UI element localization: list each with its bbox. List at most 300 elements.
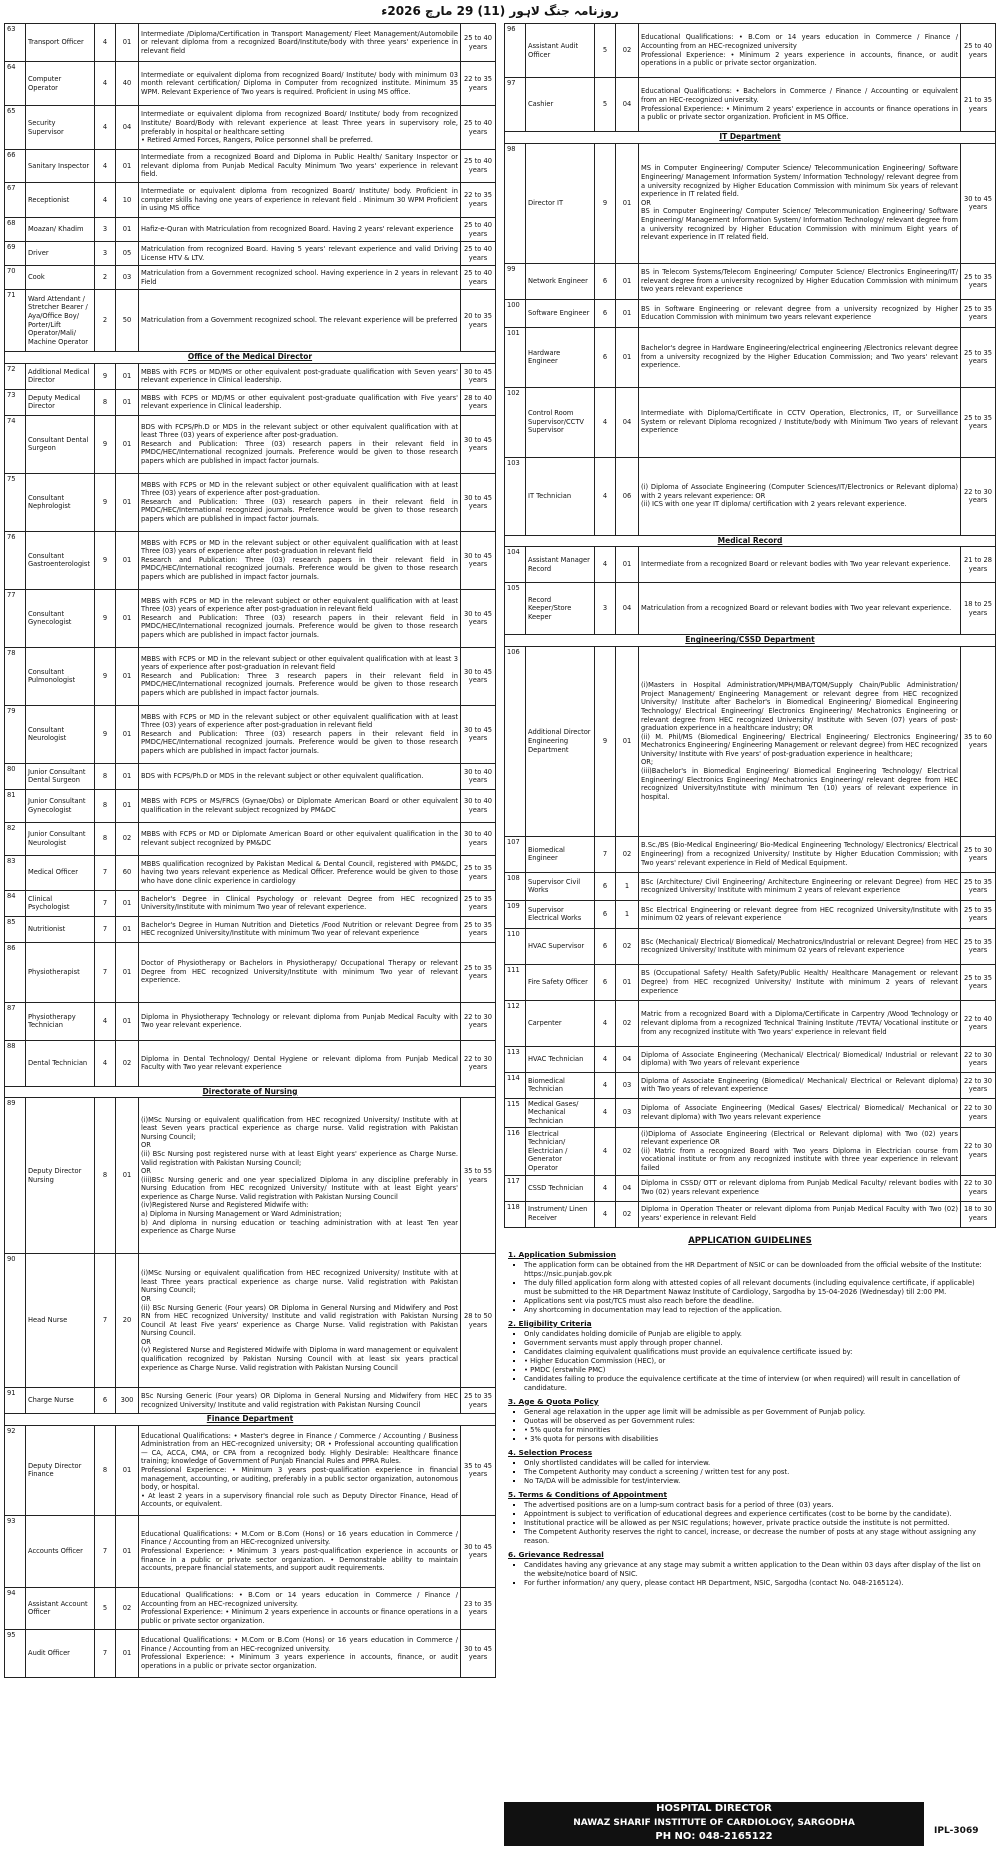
- job-row: [505, 327, 996, 387]
- qualification: Diploma of Associate Engineering (Biomedical/ Mechanical/ Electrical or Relevant diploma) with Two years of relevant experience: [639, 1072, 961, 1098]
- qualification: B.Sc./BS (Bio-Medical Engineering/ Bio-Medical Engineering Technology/ Electronics/ Electrical Engineering) from a recognized University/ Institute by Higher Education Commission; with Two years' relevant experience in Field of Medical Equipment.: [639, 836, 961, 872]
- section-title: Medical Record: [505, 535, 996, 547]
- number-of-posts: 01: [616, 263, 639, 299]
- number-of-posts: 01: [116, 789, 139, 822]
- number-of-posts: 01: [116, 415, 139, 473]
- age-limit: 20 to 35 years: [461, 290, 496, 352]
- qualification: Intermediate /Diploma/Certification in Transport Management/ Fleet Management/Automobile or relevant diploma from a recognized Board/Institute/body with three years' experience in relevant field: [139, 24, 461, 62]
- ipl-code: IPL-3069: [934, 1826, 979, 1836]
- number-of-posts: 06: [616, 457, 639, 535]
- post-name: Nutritionist: [26, 916, 95, 942]
- guideline-item: ▪ Only shortlisted candidates will be called for interview.: [524, 1459, 992, 1468]
- guideline-item: ▪ The Competent Authority may conduct a screening / written test for any post.: [524, 1468, 992, 1477]
- job-row: [5, 855, 496, 890]
- serial-number: 67: [5, 183, 26, 218]
- serial-number: 93: [5, 1515, 26, 1587]
- job-row: [5, 106, 496, 150]
- guideline-item: ▪ Government servants must apply through proper channel.: [524, 1339, 992, 1348]
- pay-scale: 8: [95, 822, 116, 855]
- jobs-table-right: [504, 23, 996, 1228]
- number-of-posts: 01: [616, 646, 639, 836]
- age-limit: 22 to 30 years: [961, 1127, 996, 1175]
- age-limit: 25 to 35 years: [461, 916, 496, 942]
- footer-phone: PH NO: 048-2165122: [655, 1831, 773, 1842]
- pay-scale: 2: [95, 290, 116, 352]
- age-limit: 30 to 45 years: [461, 415, 496, 473]
- qualification: Diploma in Operation Theater or relevant diploma from Punjab Medical Faculty with Two (02) years' experience in relevant Field: [639, 1201, 961, 1227]
- number-of-posts: 05: [116, 242, 139, 266]
- pay-scale: 4: [595, 457, 616, 535]
- age-limit: 22 to 30 years: [961, 1046, 996, 1072]
- post-name: Control Room Supervisor/CCTV Supervisor: [526, 387, 595, 457]
- number-of-posts: 01: [116, 916, 139, 942]
- age-limit: 35 to 45 years: [461, 1425, 496, 1515]
- age-limit: 25 to 35 years: [961, 299, 996, 327]
- pay-scale: 6: [595, 928, 616, 964]
- number-of-posts: 01: [116, 531, 139, 589]
- job-row: [5, 1515, 496, 1587]
- job-row: [5, 1629, 496, 1677]
- qualification: BSc (Mechanical/ Electrical/ Biomedical/ Mechatronics/Industrial or relevant Degree) from HEC recognized University/ Institute with minimum 02 years of relevant experience: [639, 928, 961, 964]
- post-name: Consultant Pulmonologist: [26, 647, 95, 705]
- pay-scale: 6: [95, 1388, 116, 1414]
- job-row: [5, 1587, 496, 1629]
- qualification: MBBS with FCPS or MD in the relevant subject or other equivalent qualification with at least Three (03) years of experience after post-graduation in relevant field Research and Publication: Three (03) research papers in their relevant field in PMDC/HEC/International recognized journals. Preference would be given to those research papers which are published in impact factor journals.: [139, 705, 461, 763]
- serial-number: 85: [5, 916, 26, 942]
- age-limit: 25 to 35 years: [461, 942, 496, 1002]
- age-limit: 30 to 45 years: [461, 1515, 496, 1587]
- job-row: [505, 457, 996, 535]
- number-of-posts: 1: [616, 872, 639, 900]
- qualification: BSc (Architecture/ Civil Engineering/ Architecture Engineering or relevant Degree) from HEC recognized University/ Institute with minimum 2 years of relevant experience: [639, 872, 961, 900]
- job-row: [5, 150, 496, 183]
- job-row: [5, 1098, 496, 1254]
- age-limit: 23 to 35 years: [461, 1587, 496, 1629]
- jobs-table-left: [4, 23, 496, 1678]
- post-name: Network Engineer: [526, 263, 595, 299]
- qualification: Diploma in CSSD/ OTT or relevant diploma from Punjab Medical Faculty/ relevant bodies with Two (02) years relevant experience: [639, 1175, 961, 1201]
- post-name: Junior Consultant Gynecologist: [26, 789, 95, 822]
- post-name: Physiotherapist: [26, 942, 95, 1002]
- age-limit: 21 to 35 years: [961, 78, 996, 132]
- serial-number: 105: [505, 583, 526, 635]
- qualification: Matriculation from a Government recognized school. Having experience in 2 years in relevant Field: [139, 266, 461, 290]
- guideline-heading: 3. Age & Quota Policy: [508, 1396, 599, 1406]
- serial-number: 95: [5, 1629, 26, 1677]
- age-limit: 30 to 45 years: [461, 363, 496, 389]
- job-row: [505, 24, 996, 78]
- qualification: MBBS with FCPS or MD in the relevant subject or other equivalent qualification with at least Three (03) years of experience after post-graduation in relevant field Research and Publication: Three (03) research papers in their relevant field in PMDC/HEC/International recognized journals. Preference would be given to those research papers which are published in impact factor journals.: [139, 589, 461, 647]
- age-limit: 30 to 40 years: [461, 763, 496, 789]
- job-row: [505, 1201, 996, 1227]
- age-limit: 25 to 35 years: [461, 890, 496, 916]
- age-limit: 25 to 35 years: [461, 855, 496, 890]
- job-row: [505, 299, 996, 327]
- qualification: Educational Qualifications: • M.Com or B.Com (Hons) or 16 years education in Commerce / Finance / Accounting from an HEC-recognized university. Professional Experience: • Minimum 3 years experience in accounts, finance, or audit operations in a public or private sector organization.: [139, 1629, 461, 1677]
- number-of-posts: 02: [116, 1587, 139, 1629]
- serial-number: 116: [505, 1127, 526, 1175]
- age-limit: 25 to 40 years: [461, 266, 496, 290]
- age-limit: 30 to 45 years: [461, 705, 496, 763]
- serial-number: 97: [505, 78, 526, 132]
- section-title: Directorate of Nursing: [5, 1086, 496, 1098]
- qualification: Matriculation from a Government recognized school. The relevant experience will be preferred: [139, 290, 461, 352]
- serial-number: 115: [505, 1098, 526, 1127]
- post-name: HVAC Technician: [526, 1046, 595, 1072]
- number-of-posts: 01: [116, 218, 139, 242]
- newspaper-masthead: روزنامہ جنگ لاہور (11) 29 مارچ 2026ء: [381, 4, 619, 18]
- age-limit: 25 to 30 years: [961, 836, 996, 872]
- job-row: [5, 290, 496, 352]
- job-row: [5, 942, 496, 1002]
- post-name: Carpenter: [526, 1000, 595, 1046]
- number-of-posts: 02: [616, 836, 639, 872]
- pay-scale: 7: [95, 942, 116, 1002]
- number-of-posts: 01: [116, 1629, 139, 1677]
- section-title: Office of the Medical Director: [5, 352, 496, 364]
- qualification: (i) Diploma of Associate Engineering (Computer Sciences/IT/Electronics or Relevant diploma) with 2 years relevant experience: OR (ii) ICS with one year IT diploma/ certification with 2 years relevant experience.: [639, 457, 961, 535]
- age-limit: 25 to 40 years: [461, 106, 496, 150]
- age-limit: 28 to 50 years: [461, 1254, 496, 1388]
- post-name: Cashier: [526, 78, 595, 132]
- post-name: Physiotherapy Technician: [26, 1002, 95, 1040]
- qualification: Educational Qualifications: • Master's degree in Finance / Commerce / Accounting / Business Administration from an HEC-recognized university; OR • Professional accounting qualification — CA, ACCA, CMA, or CPA from a recognized body. Highly Desirable: Healthcare finance training; knowledge of Government of Punjab Financial Rules and PPRA Rules. Professional Experience: • Minimum 3 years post-qualification experience in financial management, accounting, or auditing, preferably in a public sector organization, autonomous body, or hospital. • At least 2 years in a supervisory financial role such as Deputy Director Finance, Head of Accounts, or equivalent.: [139, 1425, 461, 1515]
- qualification: BSc Electrical Engineering or relevant degree from HEC recognized University/Institute with minimum 02 years of relevant experience: [639, 900, 961, 928]
- age-limit: 30 to 45 years: [961, 143, 996, 263]
- post-name: Consultant Gynecologist: [26, 589, 95, 647]
- pay-scale: 7: [95, 1629, 116, 1677]
- guideline-item: ▪ Only candidates holding domicile of Punjab are eligible to apply.: [524, 1330, 992, 1339]
- number-of-posts: 01: [116, 890, 139, 916]
- post-name: Driver: [26, 242, 95, 266]
- pay-scale: 6: [595, 900, 616, 928]
- post-name: Accounts Officer: [26, 1515, 95, 1587]
- job-row: [5, 62, 496, 106]
- job-row: [505, 1046, 996, 1072]
- serial-number: 113: [505, 1046, 526, 1072]
- age-limit: 30 to 45 years: [461, 473, 496, 531]
- pay-scale: 9: [95, 415, 116, 473]
- pay-scale: 8: [95, 789, 116, 822]
- post-name: Record Keeper/Store Keeper: [526, 583, 595, 635]
- job-row: [5, 415, 496, 473]
- job-row: [505, 1098, 996, 1127]
- qualification: Intermediate with Diploma/Certificate in CCTV Operation, Electronics, IT, or Surveillance System or relevant Diploma recognized / Institute/body with Minimum Two years of relevant experience: [639, 387, 961, 457]
- number-of-posts: 1: [616, 900, 639, 928]
- serial-number: 96: [505, 24, 526, 78]
- guideline-item: ▪ • PMDC (erstwhile PMC): [524, 1366, 992, 1375]
- footer-institute: NAWAZ SHARIF INSTITUTE OF CARDIOLOGY, SARGODHA: [573, 1818, 855, 1828]
- serial-number: 78: [5, 647, 26, 705]
- qualification: (i)MSc Nursing or equivalent qualification from HEC recognized University/ Institute with at least Seven years practical experience as charge nurse. Valid registration with Pakistan Nursing Council; OR (ii) BSc Nursing post registered nurse with at least Eight years' experience as Charge Nurse. Valid registration with Pakistan Nursing Council; OR (iii)BSc Nursing generic and one year specialized Diploma in any discipline preferably in Nursing Education from HEC recognized University/ Institute with at least Eight years' experience as Charge Nurse. Valid registration with Pakistan Nursing Council (iv)Registered Nurse and Registered Midwife with: a) Diploma in Nursing Management or Ward Administration; b) And diploma in nursing education or teaching administration with at least Ten year experience as Charge Nurse: [139, 1098, 461, 1254]
- age-limit: 25 to 35 years: [961, 872, 996, 900]
- serial-number: 100: [505, 299, 526, 327]
- qualification: Educational Qualifications: • M.Com or B.Com (Hons) or 16 years education in Commerce / Finance / Accounting from an HEC-recognized university. Professional Experience: • Minimum 3 years post-qualification experience in accounts or finance in a public or private sector organization. • Demonstrable ability to maintain accounts, prepare financial statements, and support audit requirements.: [139, 1515, 461, 1587]
- guideline-item: ▪ Institutional practice will be allowed as per NSIC regulations; however, private practice outside the institute is not permitted.: [524, 1519, 992, 1528]
- qualification: (i)MSc Nursing or equivalent qualification from HEC recognized University/ Institute with at least Three years practical experience as charge nurse. Valid registration with Pakistan Nursing Council; OR (ii) BSc Nursing Generic (Four years) OR Diploma in General Nursing and Midwifery and Post RN from HEC recognized University/ Institute and valid registration with Pakistan Nursing Council At least Five years' experience as Charge Nurse. Valid registration with Pakistan Nursing Council. OR (v) Registered Nurse and Registered Midwife with Diploma in ward management or equivalent qualification recognized by Pakistan Nursing Council with at least six years practical experience as Charge Nurse. Valid registration with Pakistan Nursing Council: [139, 1254, 461, 1388]
- age-limit: 18 to 30 years: [961, 1201, 996, 1227]
- post-name: Assistant Account Officer: [26, 1587, 95, 1629]
- pay-scale: 4: [95, 1040, 116, 1086]
- serial-number: 117: [505, 1175, 526, 1201]
- pay-scale: 7: [95, 855, 116, 890]
- pay-scale: 6: [595, 327, 616, 387]
- job-row: [5, 705, 496, 763]
- post-name: Supervisor Electrical Works: [526, 900, 595, 928]
- number-of-posts: 01: [616, 327, 639, 387]
- post-name: Hardware Engineer: [526, 327, 595, 387]
- pay-scale: 8: [95, 763, 116, 789]
- serial-number: 92: [5, 1425, 26, 1515]
- post-name: Transport Officer: [26, 24, 95, 62]
- serial-number: 110: [505, 928, 526, 964]
- post-name: HVAC Supervisor: [526, 928, 595, 964]
- number-of-posts: 04: [616, 78, 639, 132]
- pay-scale: 5: [595, 78, 616, 132]
- number-of-posts: 01: [116, 150, 139, 183]
- number-of-posts: 02: [116, 822, 139, 855]
- age-limit: 30 to 40 years: [461, 822, 496, 855]
- guideline-item: ▪ Appointment is subject to verification of educational degrees and experience certificates (cost to be borne by the candidate).: [524, 1510, 992, 1519]
- post-name: Director IT: [526, 143, 595, 263]
- guideline-item: ▪ The advertised positions are on a lump-sum contract basis for a period of three (03) years.: [524, 1501, 992, 1510]
- age-limit: 22 to 30 years: [461, 1040, 496, 1086]
- job-row: [505, 547, 996, 583]
- guideline-item: ▪ The duly filled application form along with attested copies of all relevant documents (including equivalence certificate, if applicable) must be submitted to the HR Department Nawaz Institute of Cardiology, Sargodha by 15-04-2026 (Wednesday) till 2:00 PM.: [524, 1279, 992, 1297]
- qualification: MBBS with FCPS or MD/MS or other equivalent post-graduate qualification with Seven years' relevant experience in Clinical leadership.: [139, 363, 461, 389]
- post-name: Additional Medical Director: [26, 363, 95, 389]
- guideline-heading: 1. Application Submission: [508, 1249, 617, 1259]
- guideline-list: [508, 1261, 992, 1315]
- job-row: [5, 647, 496, 705]
- qualification: MBBS with FCPS or MD in the relevant subject or other equivalent qualification with at least 3 years of experience after post-graduation in relevant field Research and Publication: Three 3 research papers in their relevant field in PMDC/HEC/International recognized journals. Preference would be given to those research papers which are published in impact factor journals.: [139, 647, 461, 705]
- job-row: [5, 242, 496, 266]
- section-header: [5, 352, 496, 364]
- post-name: Medical Officer: [26, 855, 95, 890]
- guideline-item: ▪ Quotas will be observed as per Government rules:: [524, 1417, 992, 1426]
- number-of-posts: 01: [116, 24, 139, 62]
- guideline-item: ▪ • 3% quota for persons with disabilities: [524, 1435, 992, 1444]
- section-header: [5, 1414, 496, 1426]
- pay-scale: 5: [595, 24, 616, 78]
- pay-scale: 2: [95, 266, 116, 290]
- guideline-item: ▪ Candidates having any grievance at any stage may submit a written application to the Dean within 03 days after display of the list on the website/notice board of NSIC.: [524, 1561, 992, 1579]
- section-title: Engineering/CSSD Department: [505, 635, 996, 647]
- post-name: Deputy Director Nursing: [26, 1098, 95, 1254]
- pay-scale: 4: [95, 150, 116, 183]
- age-limit: 25 to 40 years: [961, 24, 996, 78]
- serial-number: 86: [5, 942, 26, 1002]
- age-limit: 22 to 30 years: [461, 1002, 496, 1040]
- age-limit: 21 to 28 years: [961, 547, 996, 583]
- job-row: [5, 1254, 496, 1388]
- serial-number: 80: [5, 763, 26, 789]
- age-limit: 25 to 35 years: [961, 964, 996, 1000]
- serial-number: 65: [5, 106, 26, 150]
- post-name: IT Technician: [526, 457, 595, 535]
- number-of-posts: 04: [616, 583, 639, 635]
- serial-number: 79: [5, 705, 26, 763]
- pay-scale: 9: [95, 705, 116, 763]
- guideline-item: ▪ Any shortcoming in documentation may lead to rejection of the application.: [524, 1306, 992, 1315]
- guideline-item: ▪ Candidates claiming equivalent qualifications must provide an equivalence certificate issued by:: [524, 1348, 992, 1357]
- guideline-item: ▪ The application form can be obtained from the HR Department of NSIC or can be downloaded from the official website of the Institute: https://nsic.punjab.gov.pk: [524, 1261, 992, 1279]
- number-of-posts: 01: [616, 299, 639, 327]
- job-row: [505, 1127, 996, 1175]
- qualification: Intermediate or equivalent diploma from recognized Board/ Institute/ body from recognized Institute/ Board/Body with relevant experience at least Three years in supervisory role, preferably in hospital or healthcare setting • Retired Armed Forces, Rangers, Police personnel shall be preferred.: [139, 106, 461, 150]
- pay-scale: 4: [95, 62, 116, 106]
- section-title: Finance Department: [5, 1414, 496, 1426]
- serial-number: 111: [505, 964, 526, 1000]
- guideline-item: ▪ • 5% quota for minorities: [524, 1426, 992, 1435]
- serial-number: 103: [505, 457, 526, 535]
- pay-scale: 7: [595, 836, 616, 872]
- job-row: [505, 387, 996, 457]
- post-name: Software Engineer: [526, 299, 595, 327]
- number-of-posts: 02: [616, 24, 639, 78]
- qualification: Bachelor's Degree in Human Nutrition and Dietetics /Food Nutrition or relevant Degree from HEC recognized University/Institute with minimum Two year of relevant experience: [139, 916, 461, 942]
- number-of-posts: 01: [116, 1515, 139, 1587]
- pay-scale: 6: [595, 263, 616, 299]
- age-limit: 25 to 35 years: [961, 928, 996, 964]
- post-name: Consultant Neurologist: [26, 705, 95, 763]
- qualification: BS in Software Engineering or relevant degree from a university recognized by Higher Education Commission with minimum two years relevant experience: [639, 299, 961, 327]
- job-row: [505, 143, 996, 263]
- qualification: (i)Masters in Hospital Administration/MPH/MBA/TQM/Supply Chain/Public Administration/ Project Management/ Engineering Management or relevant degree from HEC recognized University/ Institute after Bachelor's in Biomedical Engineering/ Biomedical Engineering Technology/ Electrical Engineering/ Electronics Engineering/ Mechatronics Engineering or relevant degree from HEC recognized University/ Institute with Seven (07) years of post-graduation experience in a healthcare industry; OR (ii) M. Phil/MS (Biomedical Engineering/ Electrical Engineering/ Electronics Engineering/ Mechatronics Engineering/ Engineering Management or relevant degree) from HEC recognized University/ Institute with Five years' of post-graduation experience in healthcare; OR; (iii)Bachelor's in Biomedical Engineering/ Biomedical Engineering Technology/ Electrical Engineering/ Electronics Engineering/ Mechatronics Engineering/ relevant degree from HEC recognized University/Institute with minimum Ten (10) years of relevant experience in hospital.: [639, 646, 961, 836]
- number-of-posts: 04: [116, 106, 139, 150]
- pay-scale: 4: [595, 1000, 616, 1046]
- number-of-posts: 01: [116, 1002, 139, 1040]
- number-of-posts: 20: [116, 1254, 139, 1388]
- job-row: [5, 24, 496, 62]
- qualification: Educational Qualifications: • Bachelors in Commerce / Finance / Accounting or equivalent from an HEC-recognized university. Professional Experience: • Minimum 2 years' experience in accounts or finance operations in a public or private sector organization. Proficient in MS Office.: [639, 78, 961, 132]
- qualification: Intermediate from a recognized Board or relevant bodies with Two year relevant experience.: [639, 547, 961, 583]
- qualification: Bachelor's degree in Hardware Engineering/electrical engineering /Electronics relevant degree from a university recognized by the Higher Education Commission; and Two years' relevant experience.: [639, 327, 961, 387]
- job-row: [5, 218, 496, 242]
- serial-number: 101: [505, 327, 526, 387]
- number-of-posts: 01: [116, 363, 139, 389]
- pay-scale: 8: [95, 1098, 116, 1254]
- job-row: [5, 1002, 496, 1040]
- job-row: [505, 263, 996, 299]
- serial-number: 107: [505, 836, 526, 872]
- pay-scale: 4: [595, 387, 616, 457]
- post-name: Sanitary Inspector: [26, 150, 95, 183]
- post-name: Supervisor Civil Works: [526, 872, 595, 900]
- serial-number: 68: [5, 218, 26, 242]
- pay-scale: 4: [595, 1127, 616, 1175]
- age-limit: 18 to 25 years: [961, 583, 996, 635]
- pay-scale: 3: [595, 583, 616, 635]
- job-row: [505, 928, 996, 964]
- serial-number: 81: [5, 789, 26, 822]
- qualification: Matriculation from a recognized Board or relevant bodies with Two year relevant experience.: [639, 583, 961, 635]
- post-name: Biomedical Engineer: [526, 836, 595, 872]
- guideline-item: ▪ For further information/ any query, please contact HR Department, NSIC, Sargodha (contact No. 048-2165124).: [524, 1579, 992, 1588]
- pay-scale: 4: [595, 1046, 616, 1072]
- post-name: Electrical Technician/ Electrician / Generator Operator: [526, 1127, 595, 1175]
- guideline-heading: 4. Selection Process: [508, 1447, 593, 1457]
- post-name: Instrument/ Linen Receiver: [526, 1201, 595, 1227]
- number-of-posts: 01: [116, 705, 139, 763]
- post-name: Receptionist: [26, 183, 95, 218]
- serial-number: 88: [5, 1040, 26, 1086]
- qualification: BDS with FCPS/Ph.D or MDS in the relevant subject or other equivalent qualification with at least Three (03) years of experience after post-graduation. Research and Publication: Three (03) research papers in their relevant field in PMDC/HEC/International recognized journals. Preference would be given to those research papers which are published in impact factor journals.: [139, 415, 461, 473]
- number-of-posts: 300: [116, 1388, 139, 1414]
- age-limit: 25 to 40 years: [461, 218, 496, 242]
- serial-number: 104: [505, 547, 526, 583]
- post-name: Consultant Nephrologist: [26, 473, 95, 531]
- guideline-list: [508, 1501, 992, 1546]
- qualification: Diploma of Associate Engineering (Medical Gases/ Electrical/ Biomedical/ Mechanical or relevant diploma) with Two years relevant experience: [639, 1098, 961, 1127]
- number-of-posts: 02: [116, 1040, 139, 1086]
- age-limit: 25 to 35 years: [961, 327, 996, 387]
- pay-scale: 9: [95, 473, 116, 531]
- pay-scale: 5: [95, 1587, 116, 1629]
- post-name: Consultant Dental Surgeon: [26, 415, 95, 473]
- guideline-item: ▪ The Competent Authority reserves the right to cancel, increase, or decrease the number of posts at any stage without assigning any reason.: [524, 1528, 992, 1546]
- number-of-posts: 60: [116, 855, 139, 890]
- job-row: [505, 900, 996, 928]
- guideline-heading: 5. Terms & Conditions of Appointment: [508, 1489, 667, 1499]
- qualification: Diploma in Dental Technology/ Dental Hygiene or relevant diploma from Punjab Medical Faculty with Two year relevant experience: [139, 1040, 461, 1086]
- age-limit: 25 to 35 years: [961, 387, 996, 457]
- pay-scale: 4: [95, 106, 116, 150]
- pay-scale: 8: [95, 1425, 116, 1515]
- job-row: [5, 266, 496, 290]
- job-row: [5, 916, 496, 942]
- serial-number: 71: [5, 290, 26, 352]
- serial-number: 83: [5, 855, 26, 890]
- serial-number: 69: [5, 242, 26, 266]
- pay-scale: 3: [95, 242, 116, 266]
- age-limit: 22 to 30 years: [961, 457, 996, 535]
- age-limit: 30 to 40 years: [461, 789, 496, 822]
- pay-scale: 4: [595, 547, 616, 583]
- pay-scale: 4: [595, 1072, 616, 1098]
- guideline-list: [508, 1408, 992, 1444]
- guideline-item: ▪ Candidates failing to produce the equivalence certificate at the time of interview (or when required) will result in cancellation of candidature.: [524, 1375, 992, 1393]
- job-row: [5, 890, 496, 916]
- job-row: [505, 1000, 996, 1046]
- post-name: Junior Consultant Dental Surgeon: [26, 763, 95, 789]
- number-of-posts: 01: [616, 143, 639, 263]
- number-of-posts: 01: [116, 942, 139, 1002]
- serial-number: 91: [5, 1388, 26, 1414]
- qualification: BSc Nursing Generic (Four years) OR Diploma in General Nursing and Midwifery from HEC recognized University/ Institute and valid registration with Pakistan Nursing Council: [139, 1388, 461, 1414]
- serial-number: 98: [505, 143, 526, 263]
- pay-scale: 4: [95, 183, 116, 218]
- serial-number: 64: [5, 62, 26, 106]
- number-of-posts: 01: [116, 473, 139, 531]
- age-limit: 35 to 55 years: [461, 1098, 496, 1254]
- age-limit: 25 to 40 years: [461, 242, 496, 266]
- number-of-posts: 03: [616, 1098, 639, 1127]
- post-name: Computer Operator: [26, 62, 95, 106]
- qualification: Educational Qualifications: • B.Com or 14 years education in Commerce / Finance / Accounting from an HEC-recognized university Professional Experience: • Minimum 2 years experience in accounts, finance, or audit operations in a public or private sector organization.: [639, 24, 961, 78]
- serial-number: 75: [5, 473, 26, 531]
- number-of-posts: 04: [616, 1046, 639, 1072]
- age-limit: 35 to 60 years: [961, 646, 996, 836]
- serial-number: 118: [505, 1201, 526, 1227]
- job-row: [5, 822, 496, 855]
- job-row: [505, 836, 996, 872]
- pay-scale: 8: [95, 389, 116, 415]
- serial-number: 63: [5, 24, 26, 62]
- pay-scale: 9: [595, 143, 616, 263]
- number-of-posts: 40: [116, 62, 139, 106]
- serial-number: 82: [5, 822, 26, 855]
